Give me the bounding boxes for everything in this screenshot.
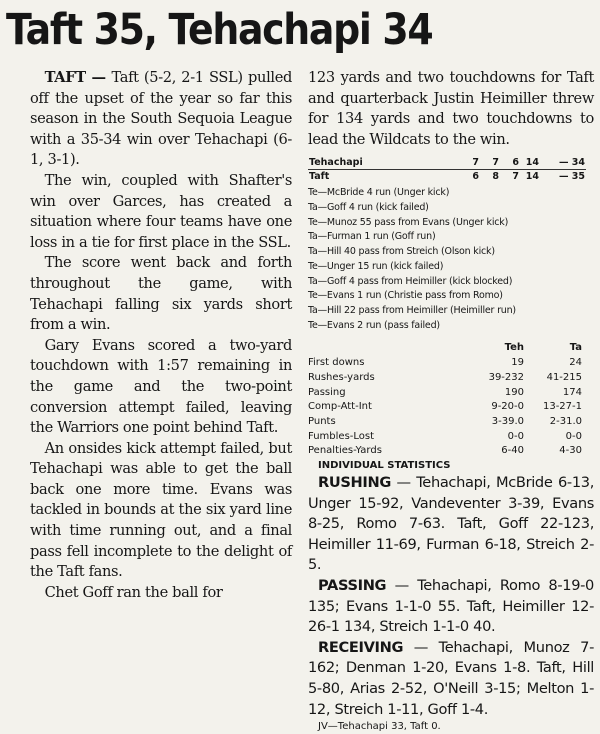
article-column-left bbox=[30, 68, 292, 603]
article-paragraph: The score went back and forth throughout the game, with Tehachapi falling six yards short from a win. bbox=[30, 254, 292, 334]
article-paragraph: An onsides kick attempt failed, but Tehachapi was able to get the ball back one more time. Evans was tackled in bounds at the six yard line with time running out, and a final pass fell incomplete to the delight of the Taft fans. bbox=[30, 439, 292, 581]
scoring-play: Te—Munoz 55 pass from Evans (Unger kick) bbox=[308, 216, 509, 228]
article-paragraph: TAFT — Taft (5-2, 2-1 SSL) pulled off the upset of the year so far this season in the South Sequoia League with a 35-34 win over Tehachapi (6-1, 3-1). bbox=[30, 69, 292, 169]
passing-stats: PASSING — Tehachapi, Romo 8-19-0 135; Evans 1-1-0 55. Taft, Heimiller 12-26-1 134, Streich 1-1-0 40. bbox=[308, 577, 594, 636]
team-stats-row: Rushes-yards 39-232 41-215 bbox=[308, 371, 582, 383]
team-stats-row: Passing 190 174 bbox=[308, 386, 582, 398]
team-stats-row: Fumbles-Lost 0-0 0-0 bbox=[308, 430, 582, 442]
scoring-play: Te—McBride 4 run (Unger kick) bbox=[308, 187, 450, 199]
team-stats-row: Comp-Att-Int 9-20-0 13-27-1 bbox=[308, 401, 582, 413]
team-name: Tehachapi bbox=[308, 156, 460, 170]
team-stats-row: Penalties-Yards 6-40 4-30 bbox=[308, 445, 582, 457]
scoring-play: Ta—Furman 1 run (Goff run) bbox=[308, 231, 436, 243]
article-column-right bbox=[308, 68, 594, 734]
linescore-table bbox=[308, 156, 586, 183]
article-continuation: 123 yards and two touchdowns for Taft and quarterback Justin Heimiller threw for 134 yards and two touchdowns to lead the Wildcats to the win. bbox=[308, 69, 594, 148]
scoring-play: Ta—Goff 4 pass from Heimiller (kick blocked) bbox=[308, 275, 513, 287]
receiving-stats: RECEIVING — Tehachapi, Munoz 7-162; Denman 1-20, Evans 1-8. Taft, Hill 5-80, Arias 2-52, O'Neill 3-15; Melton 1-12, Streich 1-11, Goff 1-4. bbox=[308, 638, 594, 718]
team-stats-row: Punts 3-39.0 2-31.0 bbox=[308, 415, 582, 427]
jv-score: JV—Tehachapi 33, Taft 0. bbox=[318, 721, 441, 733]
scoring-play: Te—Unger 15 run (kick failed) bbox=[308, 260, 444, 272]
headline: Taft 35, Tehachapi 34 bbox=[6, 5, 433, 55]
team-stats-table bbox=[308, 341, 586, 459]
team-stats-header: Teh Ta bbox=[504, 342, 582, 354]
linescore-row: Taft 6 8 7 14 — 35 bbox=[309, 171, 585, 183]
scoring-play: Ta—Hill 40 pass from Streich (Olson kick) bbox=[308, 246, 495, 258]
scoring-summary bbox=[308, 186, 594, 333]
scoring-play: Ta—Hill 22 pass from Heimiller (Heimiller run) bbox=[308, 305, 516, 316]
article-paragraph: Gary Evans scored a two-yard touchdown with 1:57 remaining in the game and the two-point conversion attempt failed, leaving the Warriors one point behind Taft. bbox=[30, 336, 292, 437]
team-name: Taft bbox=[309, 171, 330, 183]
dateline: TAFT — bbox=[44, 69, 112, 86]
team-stats-row: First downs 19 24 bbox=[308, 357, 582, 369]
article-paragraph: Chet Goff ran the ball for bbox=[44, 583, 223, 601]
scoring-play: Te—Evans 2 run (pass failed) bbox=[308, 319, 440, 331]
scoring-play: Ta—Goff 4 run (kick failed) bbox=[308, 202, 429, 214]
article-paragraph: The win, coupled with Shafter's win over Garces, has created a situation where four teams have one loss in a tie for first place in the SSL. bbox=[30, 171, 292, 251]
linescore-row: Tehachapi 7 7 6 14 — 34 bbox=[309, 157, 585, 169]
scoring-play: Te—Evans 1 run (Christie pass from Romo) bbox=[308, 290, 503, 302]
rushing-stats: RUSHING — Tehachapi, McBride 6-13, Unger 15-92, Vandeventer 3-39, Evans 8-25, Romo 7-63. Taft, Goff 22-123, Heimiller 11-69, Furman 6-18, Streich 2-5. bbox=[308, 474, 594, 574]
individual-stats-heading: INDIVIDUAL STATISTICS bbox=[318, 460, 451, 472]
